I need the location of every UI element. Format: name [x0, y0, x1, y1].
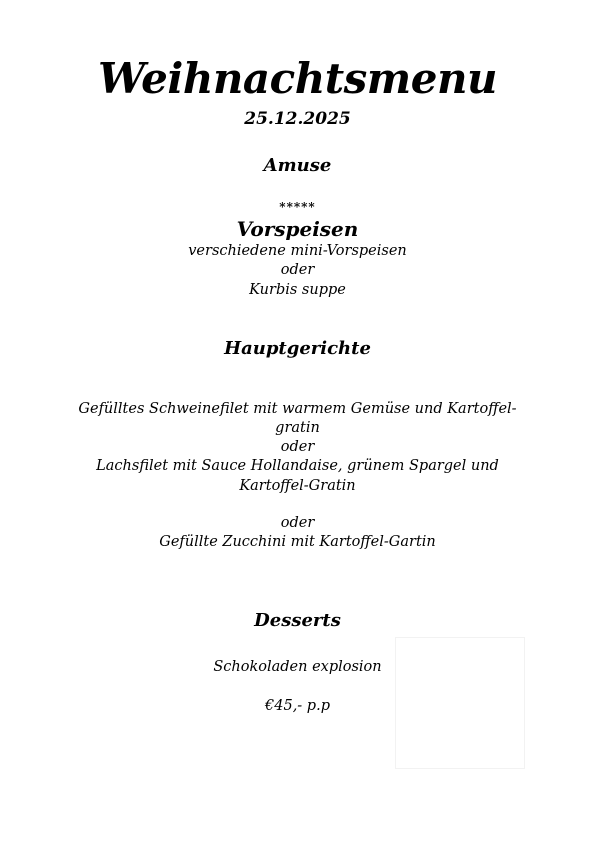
desserts-heading: Desserts: [254, 610, 341, 631]
section-separator: *****: [279, 200, 316, 214]
hauptgericht-2-line-2: Kartoffel-Gratin: [239, 478, 356, 494]
hauptgericht-1-line-1: Gefülltes Schweinefilet mit warmem Gemüse und Kartoffel-: [78, 401, 517, 417]
hauptgerichte-or-2: oder: [280, 515, 315, 531]
menu-price: €45,- p.p: [265, 698, 330, 714]
vorspeisen-option-1: verschiedene mini-Vorspeisen: [188, 243, 407, 259]
amuse-heading: Amuse: [263, 155, 332, 176]
hauptgericht-3: Gefüllte Zucchini mit Kartoffel-Gartin: [159, 534, 436, 550]
vorspeisen-or: oder: [280, 262, 315, 278]
menu-date: 25.12.2025: [244, 109, 351, 129]
hauptgericht-1-line-2: gratin: [275, 420, 320, 436]
hauptgerichte-heading: Hauptgerichte: [224, 338, 371, 359]
vorspeisen-heading: Vorspeisen: [236, 217, 359, 241]
hauptgericht-2-line-1: Lachsfilet mit Sauce Hollandaise, grünem Spargel und: [96, 458, 499, 474]
hauptgerichte-or-1: oder: [280, 439, 315, 455]
image-placeholder: [395, 637, 525, 769]
menu-title: Weihnachtsmenu: [97, 54, 498, 103]
dessert-item: Schokoladen explosion: [213, 659, 382, 675]
vorspeisen-option-2: Kurbis suppe: [249, 282, 346, 298]
